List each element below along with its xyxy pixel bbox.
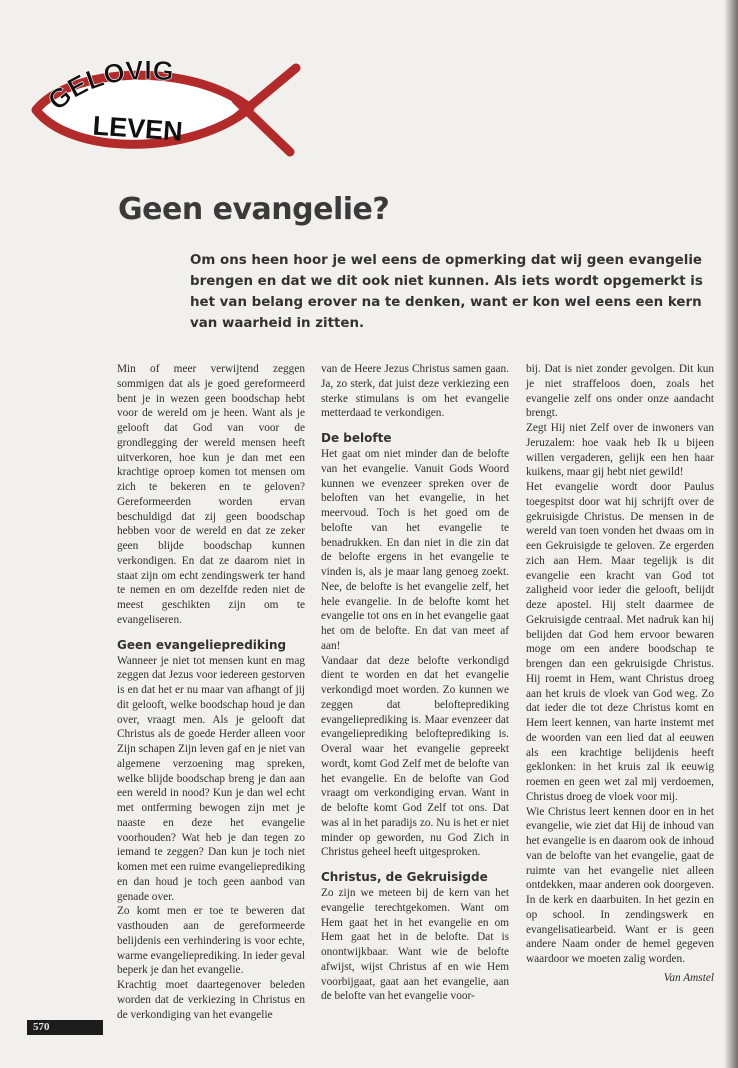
- section-heading: Geen evangelieprediking: [117, 637, 287, 652]
- paragraph: Wanneer je niet tot mensen kunt en mag zeggen dat Jezus voor iedereen gestorven is en dat het er nu maar van afhangt of jij dit gelooft, welke boodschap houd je dan over, vraagt men. Als je gelooft dat Christus als de goede Herder alleen voor Zijn schapen Zijn leven gaf en je niet van algemene verzoening mag spreken, welke blijde boodschap breng je dan aan een wereld in nood? Kun je dan wel echt met ontferming bewogen zijn met je naaste en deze het evangelie voorhouden? Wat heb je dan tegen zo iemand te zeggen? Dan kun je toch niet komen met een ruime evangelieprediking en dan houd je toch geen aanbod van genade over.: [117, 654, 305, 903]
- binding-edge-shadow: [724, 0, 738, 1068]
- paragraph: bij. Dat is niet zonder gevolgen. Dit kun je niet straffeloos doen, zoals het evangelie zelf ons onder onze aandacht brengt.: [526, 363, 714, 420]
- logo-text-leven: LEVEN: [91, 110, 184, 147]
- article-title: Geen evangelie?: [118, 192, 390, 227]
- paragraph: Het gaat om niet minder dan de belofte van het evangelie. Vanuit Gods Woord kunnen we evenzeer spreken over de beloften van het evangelie, in het meervoud. Toch is het goed om de belofte van het evangelie te benadrukken. En dan niet in die zin dat de belofte ergens in het evangelie te vinden is, als je maar lang genoeg zoekt. Nee, de belofte is het evangelie zelf, het hele evangelie. In de belofte komt het evangelie tot ons en in het evangelie gaat het om de belofte. En dat van meet af aan!: [321, 448, 509, 652]
- paragraph: Het evangelie wordt door Paulus toegespitst door wat hij schrijft over de gekruisigde Christus. De mensen in de wereld van toen vonden het dwaas om in een Gekruisigde te geloven. Ze ergerden zich aan Hem. Maar tegelijk is dit evangelie een kracht van God tot zaligheid voor ieder die gelooft, belijdt deze apostel. Hij stelt daarmee de Gekruisigde centraal. Met nadruk kan hij belijden dat God hem ervoor bewaren moge om een andere boodschap te brengen dan een gekruisigde Christus. Hij roemt in Hem, want Christus droeg aan het kruis de vloek van God weg. Zo dat ieder die tot deze Christus komt en Hem leert kennen, van harte instemt met de woorden van een lied dat al eeuwen als een krachtige belijdenis heeft geklonken: in het kruis zal ik eeuwig roemen en geen wet zal mij verdoemen, Christus droeg de vloek voor mij.: [526, 481, 714, 803]
- paragraph: Zo zijn we meteen bij de kern van het evangelie terechtgekomen. Want om Hem gaat het in het evangelie en om Hem gaat het in de belofte. Dat is onontwijkbaar. Want wie de belofte afwijst, wijst Christus af en wie Hem voorbijgaat, gaat aan het evangelie, aan de belofte van het evangelie voor-: [321, 887, 509, 1003]
- paragraph: Min of meer verwijtend zeggen sommigen dat als je goed gereformeerd bent je in wezen geen boodschap hebt voor de wereld om je heen. Want als je gelooft dat God van voor de grondlegging der wereld mensen heeft uitverkoren, hoe kun je dan met een krachtige oproep komen tot mensen om zich te bekeren en te geloven? Gereformeerden worden ervan beschuldigd dat zij geen boodschap hebben voor de wereld en dat ze zeker geen blijde boodschap kunnen verkondigen. En dat ze daarom niet in staat zijn om echt zendingswerk ter hand te nemen en om dezelfde reden niet de meest geschikten zijn om te evangeliseren.: [117, 363, 305, 626]
- text-column-2: [321, 362, 509, 1004]
- gelovig-leven-fish-logo: [22, 52, 312, 162]
- author-signature: Van Amstel: [663, 971, 714, 984]
- text-column-1: [117, 362, 305, 1022]
- paragraph: Zegt Hij niet Zelf over de inwoners van Jeruzalem: hoe vaak heb Ik u bijeen willen vergaderen, gelijk een hen haar kuikens, maar gij hebt niet gewild!: [526, 422, 714, 479]
- page-number: 570: [27, 1020, 103, 1035]
- text-column-3: [526, 362, 714, 986]
- paragraph: Vandaar dat deze belofte verkondigd dient te worden en dat het evangelie verkondigd moet worden. Zo kunnen we zeggen dat belofteprediking evangelieprediking is. Maar evenzeer dat evangelieprediking belofteprediking is. Overal waar het evangelie gepreekt wordt, komt God Zelf met de belofte van het evangelie. En de belofte van God vraagt om verkondiging ervan. Want in de belofte komt God Zelf tot ons. Dat was al in het paradijs zo. Nu is het er niet minder op geworden, nu God Zich in Christus geheel heeft uitgesproken.: [321, 654, 509, 859]
- paragraph: van de Heere Jezus Christus samen gaan. Ja, zo sterk, dat juist deze verkiezing een sterke stimulans is om het evangelie metterdaad te verkondigen.: [321, 363, 509, 420]
- paragraph: Krachtig moet daartegenover beleden worden dat de verkiezing in Christus en de verkondiging van het evangelie: [117, 979, 305, 1021]
- section-heading: De belofte: [321, 431, 392, 445]
- paragraph: Wie Christus leert kennen door en in het evangelie, wie ziet dat Hij de inhoud van het evangelie is en daarom ook de inhoud van de belofte van het evangelie, gaat de ruimte van het evangelie niet alleen ontdekken, maar anderen ook doorgeven. In de kerk en daarbuiten. In het gezin en op school. In zendingswerk en evangelisatiearbeid. Want er is geen andere Naam onder de hemel gegeven waardoor we moeten zalig worden.: [526, 805, 714, 965]
- article-intro: Om ons heen hoor je wel eens de opmerking dat wij geen evangelie brengen en dat we dit ook niet kunnen. Als iets wordt opgemerkt is het van belang erover na te denken, want er kon wel eens een kern van waarheid in zitten.: [190, 253, 703, 331]
- logo-text-gelovig: GELOVIG: [42, 54, 176, 117]
- section-heading: Christus, de Gekruisigde: [321, 870, 488, 884]
- paragraph: Zo komt men er toe te beweren dat vasthouden aan de gereformeerde belijdenis een verhindering is voor echte, warme evangelieprediking. In ieder geval beperk je dan het evangelie.: [117, 905, 305, 977]
- fish-tail-lower: [236, 100, 290, 152]
